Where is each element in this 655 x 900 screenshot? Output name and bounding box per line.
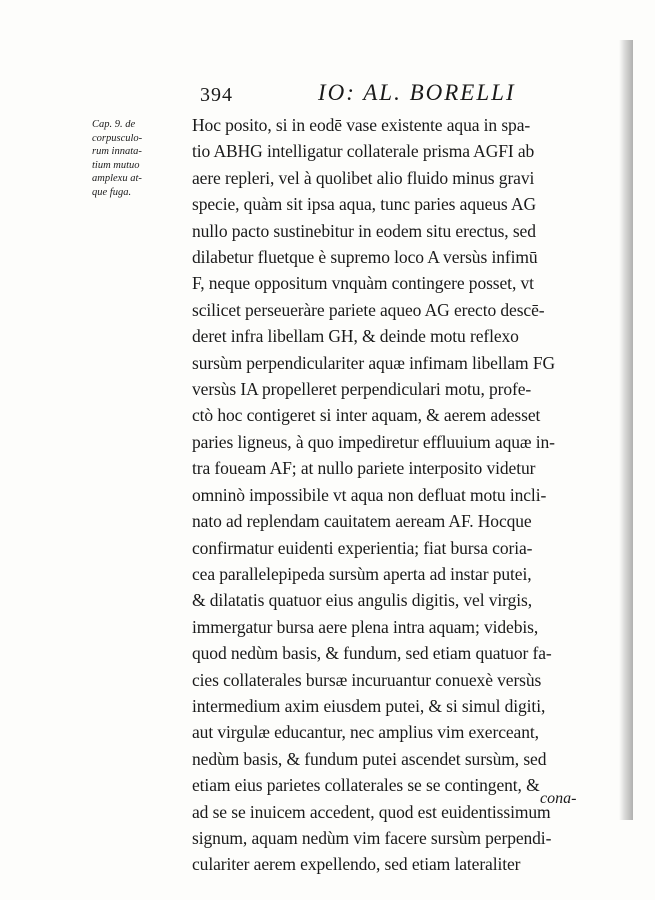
text-line: nato ad replendam cauitatem aeream AF. Hocque [192, 511, 532, 532]
text-line: Hoc posito, si in eodē vase existente aqua in spa- [192, 115, 531, 135]
body-text [192, 112, 612, 878]
text-line: nullo pacto sustinebitur in eodem situ erectus, sed [192, 220, 536, 241]
margin-note-line: tium mutuo [92, 159, 140, 171]
text-line: ctò hoc contigeret si inter aquam, & aerem adesset [192, 405, 541, 426]
text-line: intermedium axim eiusdem putei, & si simul digiti, [192, 695, 546, 716]
text-line: aere repleri, vel à quolibet alio fluido minus gravi [192, 167, 535, 188]
binding-shadow [619, 40, 633, 820]
text-line: tio ABHG intelligatur collaterale prisma AGFI ab [192, 141, 535, 162]
text-line: deret infra libellam GH, & deinde motu reflexo [192, 326, 519, 347]
margin-note [92, 118, 184, 199]
text-line: cea parallelepipeda sursùm aperta ad instar putei, [192, 563, 532, 584]
page-number: 394 [200, 84, 233, 106]
text-line: aut virgulæ educantur, nec amplius vim exerceant, [192, 722, 539, 743]
text-line: sursùm perpendiculariter aquæ infimam libellam FG [192, 352, 556, 373]
margin-note-line: amplexu at- [92, 173, 142, 184]
text-line: dilabetur fluetque è supremo loco A versùs infimū [192, 247, 538, 268]
margin-note-line: rum innata- [92, 146, 142, 157]
text-line: quod nedùm basis, & fundum, sed etiam quatuor fa- [192, 643, 552, 664]
text-line: ad se se inuicem accedent, quod est euidentissimum [192, 801, 551, 822]
catchword: cona- [540, 790, 577, 807]
text-line: versùs IA propelleret perpendiculari motu, profe- [192, 379, 532, 400]
text-line: signum, aquam nedùm vim facere sursùm perpendi- [192, 827, 552, 848]
text-line: cies collaterales bursæ incuruantur conuexè versùs [192, 669, 542, 690]
text-line: paries ligneus, à quo impediretur effluuium aquæ in- [192, 431, 555, 452]
margin-note-line: que fuga. [92, 186, 132, 198]
text-line: immergatur bursa aere plena intra aquam; videbis, [192, 616, 539, 637]
text-line: etiam eius parietes collaterales se se contingent, & [192, 775, 540, 796]
margin-note-line: corpusculo- [92, 132, 143, 144]
text-line: omninò impossibile vt aqua non defluat motu incli- [192, 484, 547, 505]
text-line: & dilatatis quatuor eius angulis digitis, vel virgis, [192, 590, 532, 611]
margin-note-line: Cap. 9. de [92, 119, 136, 130]
text-line: tra foueam AF; at nullo pariete interposito videtur [192, 458, 536, 479]
text-line: confirmatur euidenti experientia; fiat bursa coria- [192, 537, 533, 558]
text-line: scilicet perseueràre pariete aqueo AG erecto descē- [192, 299, 545, 320]
text-line: nedùm basis, & fundum putei ascendet sursùm, sed [192, 748, 547, 769]
text-line: specie, quàm sit ipsa aqua, tunc paries aqueus AG [192, 194, 537, 215]
running-head: IO: AL. BORELLI [318, 80, 516, 105]
text-line: F, neque oppositum vnquàm contingere posset, vt [192, 273, 534, 294]
text-line: culariter aerem expellendo, sed etiam lateraliter [192, 854, 521, 875]
